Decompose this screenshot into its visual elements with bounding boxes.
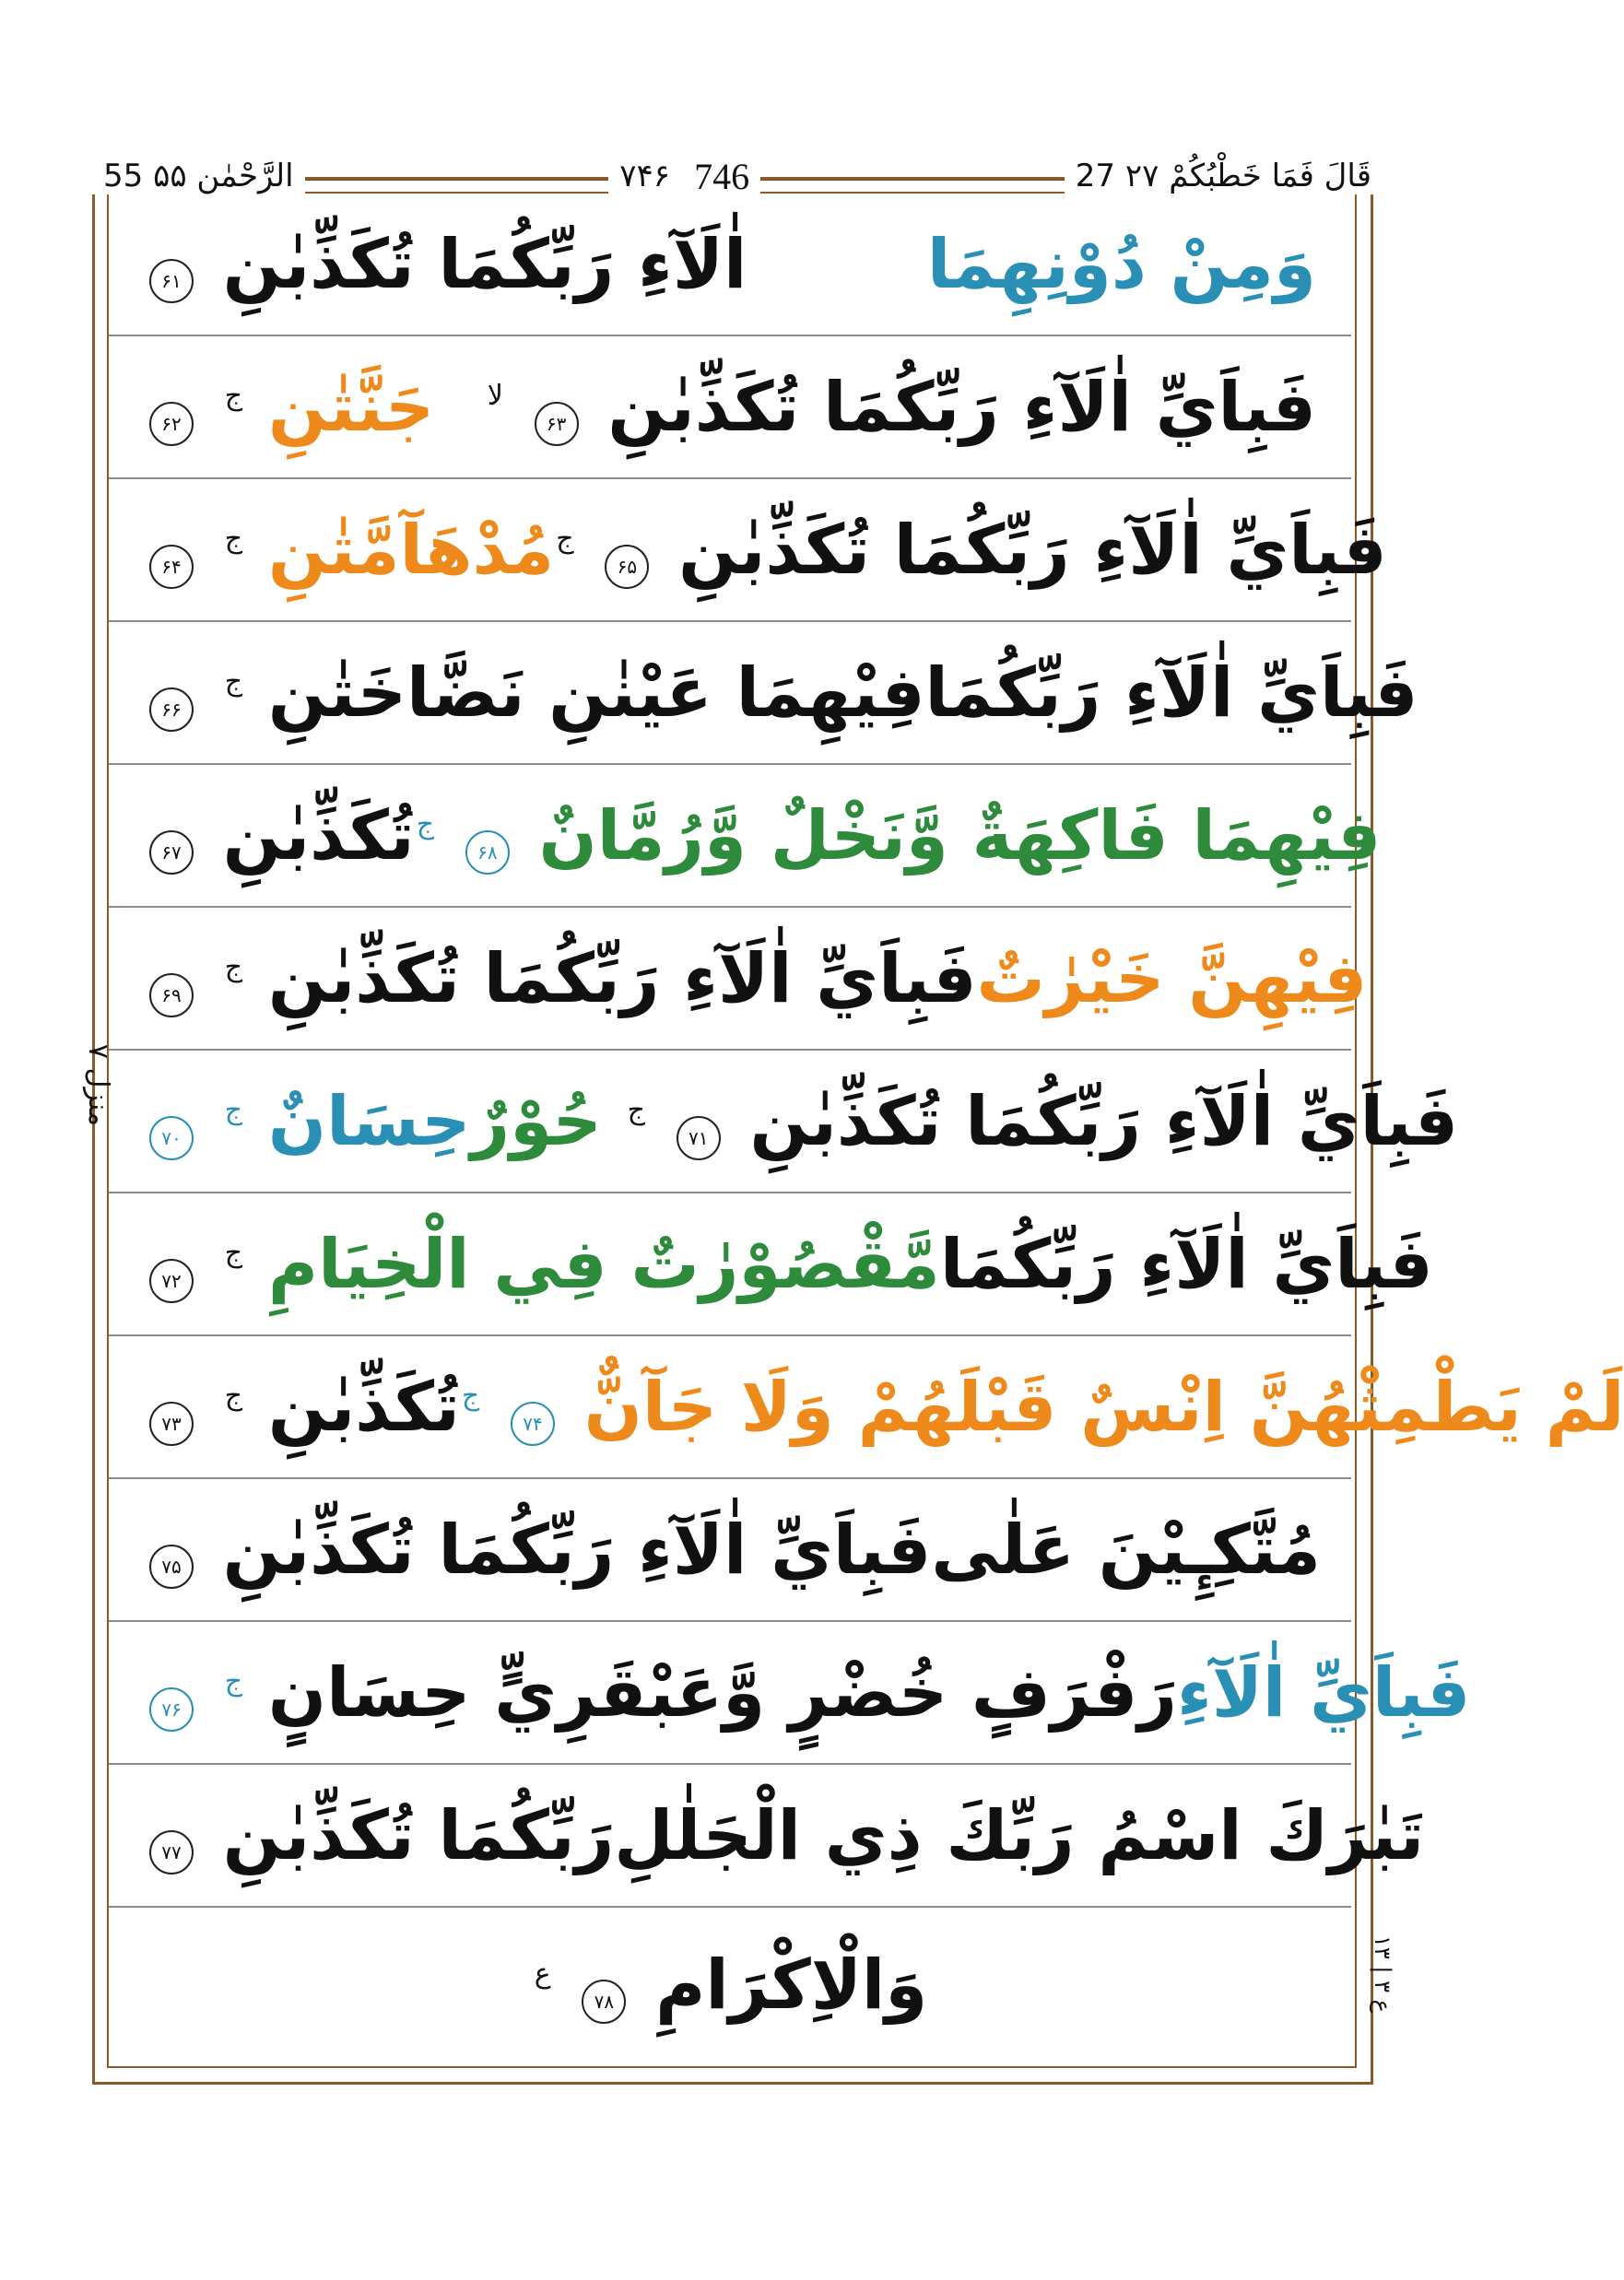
text-line-12 bbox=[109, 1765, 1425, 1908]
page-number: 746 bbox=[694, 155, 750, 197]
ayah-marker: ۶۸ bbox=[465, 830, 510, 875]
header-page-number bbox=[608, 155, 760, 198]
line-2-start: جَنَّتٰنِ $^ج$ ۶۲ bbox=[144, 368, 434, 447]
line-9-start: تُكَذِّبٰنِ $^ج$ ۷۳ bbox=[144, 1368, 460, 1447]
ruku-marker: ع ۳ | ۱۳ bbox=[1370, 1935, 1395, 2013]
line-9-end: لَمْ يَطْمِثْهُنَّ اِنْسٌ قَبْلَهُمْ وَلَا جَآنٌّ ۷۴ $^ج$ bbox=[461, 1367, 1624, 1447]
line-5-start: تُكَذِّبٰنِ ۶۷ bbox=[144, 796, 415, 876]
line-10-end: مُتَّكِـِٕيْنَ عَلٰى bbox=[931, 1510, 1321, 1590]
ayah-marker: ۷۵ bbox=[149, 1545, 194, 1589]
line-7-start: حِسَانٌ $^ج$ ۷۰ bbox=[144, 1082, 471, 1161]
line-1-start: اٰلَآءِ رَبِّكُمَا تُكَذِّبٰنِ ۶۱ bbox=[144, 225, 747, 304]
line-11-end: فَبِاَيِّ اٰلَآءِ bbox=[1176, 1652, 1471, 1733]
line-12-end: تَبٰرَكَ اسْمُ رَبِّكَ ذِي الْجَلٰلِ bbox=[614, 1795, 1425, 1875]
line-11-start: رَفْرَفٍ خُضْرٍ وَّعَبْقَرِيٍّ حِسَانٍ $^ج$ ۷۶ bbox=[144, 1653, 1177, 1733]
ayah-marker: ۷۷ bbox=[149, 1830, 194, 1875]
ayah-marker: ۶۷ bbox=[149, 830, 194, 875]
waqf-sign: ج bbox=[224, 1236, 243, 1269]
ayah-marker: ۷۸ bbox=[582, 1980, 626, 2024]
text-line-5 bbox=[109, 765, 1382, 908]
ayah-marker: ۷۰ bbox=[149, 1116, 194, 1160]
ayah-marker: ۶۶ bbox=[149, 688, 194, 732]
ayah-marker: ۷۴ bbox=[511, 1402, 555, 1446]
waqf-sign: لا bbox=[487, 379, 503, 412]
text-line-6 bbox=[109, 908, 1368, 1051]
waqf-sign: ج bbox=[224, 950, 243, 983]
line-1-end: وَمِنْ دُوْنِهِمَا bbox=[926, 224, 1316, 304]
text-line-10 bbox=[109, 1479, 1351, 1622]
waqf-sign: ج bbox=[224, 1093, 243, 1126]
text-line-2 bbox=[109, 336, 1351, 479]
text-line-11 bbox=[109, 1622, 1471, 1765]
line-7-end: فَبِاَيِّ اٰلَآءِ رَبِّكُمَا تُكَذِّبٰنِ ۷۱ $^ج$ حُوْرٌ bbox=[470, 1081, 1459, 1161]
waqf-sign: ج bbox=[461, 1379, 480, 1412]
ayah-marker: ۶۱ bbox=[149, 259, 194, 303]
ayah-marker: ۶۲ bbox=[149, 402, 194, 446]
text-line-1 bbox=[109, 194, 1351, 336]
header-surah-name: 55 الرَّحْمٰن ۵۵ bbox=[92, 158, 305, 194]
waqf-sign: ج bbox=[224, 522, 243, 555]
ayah-marker: ۷۲ bbox=[149, 1259, 194, 1303]
ayah-marker: ۶۴ bbox=[149, 545, 194, 589]
line-12-start: رَبِّكُمَا تُكَذِّبٰنِ ۷۷ bbox=[144, 1796, 614, 1875]
line-4-end: فَبِاَيِّ اٰلَآءِ رَبِّكُمَا bbox=[924, 652, 1418, 733]
text-line-8 bbox=[109, 1193, 1433, 1336]
line-10-start: فَبِاَيِّ اٰلَآءِ رَبِّكُمَا تُكَذِّبٰنِ ۷۵ bbox=[144, 1510, 931, 1590]
header-juz-name: 27 قَالَ فَمَا خَطْبُكُمْ ۲۷ bbox=[1065, 158, 1383, 194]
manzil-marker: منزل ۷ bbox=[82, 1043, 115, 1127]
text-line-13 bbox=[109, 1908, 1351, 2063]
ruku-sign: ع bbox=[534, 1957, 551, 1990]
waqf-sign: ج bbox=[224, 664, 243, 698]
text-line-9 bbox=[109, 1336, 1624, 1479]
line-3-start: مُدْهَآمَّتٰنِ $^ج$ ۶۴ bbox=[144, 511, 554, 590]
text-line-4 bbox=[109, 622, 1418, 765]
ayah-marker: ۶۹ bbox=[149, 973, 194, 1017]
line-4-start: فِيْهِمَا عَيْنٰنِ نَضَّاخَتٰنِ $^ج$ ۶۶ bbox=[144, 653, 925, 733]
line-2-end: فَبِاَيِّ اٰلَآءِ رَبِّكُمَا تُكَذِّبٰنِ ۶۳ $^{لا}$ bbox=[487, 367, 1316, 447]
text-line-3 bbox=[109, 479, 1387, 622]
text-line-7 bbox=[109, 1051, 1459, 1193]
page-number-urdu: ۷۴۶ bbox=[619, 158, 671, 194]
ayah-marker: ۷۳ bbox=[149, 1402, 194, 1446]
line-6-start: فَبِاَيِّ اٰلَآءِ رَبِّكُمَا تُكَذِّبٰنِ $^ج$ ۶۹ bbox=[144, 939, 977, 1018]
ayah-marker: ۷۶ bbox=[149, 1687, 194, 1732]
waqf-sign: ج bbox=[224, 1379, 243, 1412]
ayah-marker: ۶۳ bbox=[535, 402, 579, 446]
line-8-end: فَبِاَيِّ اٰلَآءِ رَبِّكُمَا bbox=[939, 1224, 1433, 1304]
line-6-end: فِيْهِنَّ خَيْرٰتٌ bbox=[976, 938, 1368, 1018]
waqf-sign: ج bbox=[224, 1664, 243, 1698]
waqf-sign: ج bbox=[224, 379, 243, 412]
line-3-end: فَبِاَيِّ اٰلَآءِ رَبِّكُمَا تُكَذِّبٰنِ ۶۵ $^ج$ bbox=[556, 510, 1387, 590]
line-13-text: وَالْاِكْرَامِ ۷۸ $^ع$ bbox=[534, 1945, 928, 2025]
waqf-sign: ج bbox=[627, 1093, 645, 1126]
waqf-sign: ج bbox=[416, 807, 435, 840]
ayah-marker: ۶۵ bbox=[605, 545, 649, 589]
ayah-marker: ۷۱ bbox=[677, 1116, 721, 1160]
line-8-start: مَّقْصُوْرٰتٌ فِي الْخِيَامِ $^ج$ ۷۲ bbox=[144, 1225, 940, 1304]
waqf-sign: ج bbox=[556, 522, 574, 555]
line-5-end: فِيْهِمَا فَاكِهَةٌ وَّنَخْلٌ وَّرُمَّانٌ ۶۸ $^ج$ bbox=[416, 795, 1382, 876]
